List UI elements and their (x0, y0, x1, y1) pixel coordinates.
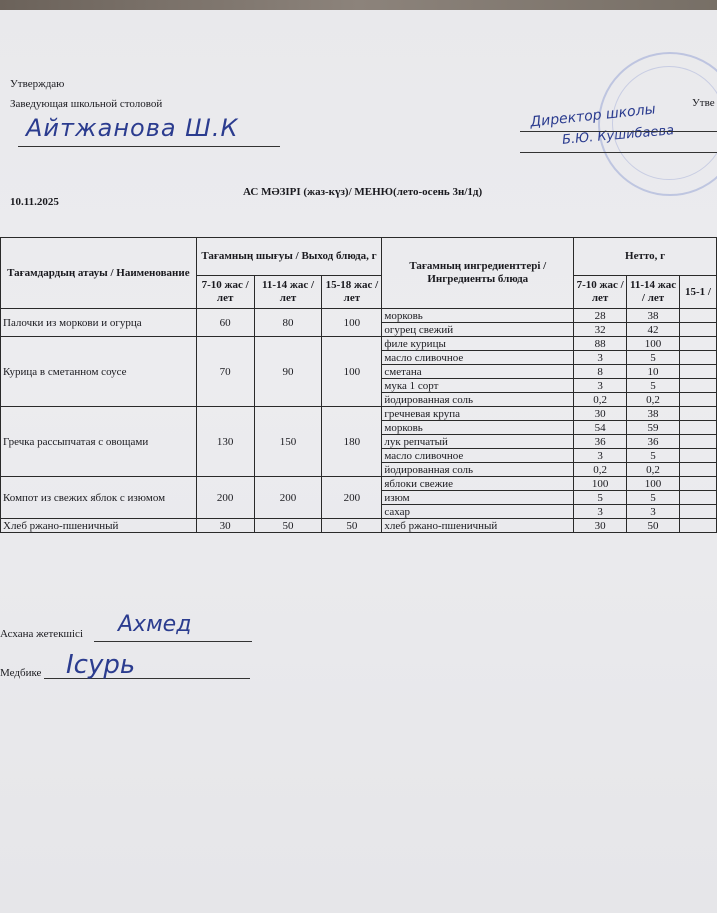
header-dish-name: Тағамдардың атауы / Наименование (1, 238, 197, 309)
ingredient-name: масло сливочное (382, 449, 574, 463)
table-row (1, 477, 717, 491)
dish-output-o2: 80 (254, 309, 322, 337)
ingredient-netto: 59 (627, 421, 680, 435)
signature-line-right-1 (520, 131, 717, 132)
ingredient-name: йодированная соль (382, 463, 574, 477)
kitchen-head-label: Асхана жетекшісі (0, 628, 83, 640)
dish-output-o3: 200 (322, 477, 382, 519)
ingredient-netto: 0,2 (574, 463, 627, 477)
ingredient-netto-empty (680, 491, 717, 505)
ingredient-netto: 100 (574, 477, 627, 491)
ingredient-name: лук репчатый (382, 435, 574, 449)
dish-output-o3: 100 (322, 337, 382, 407)
ingredient-netto: 30 (574, 407, 627, 421)
ingredient-netto: 0,2 (627, 463, 680, 477)
right-signature-1: Директор школы (529, 101, 657, 131)
ingredient-netto-empty (680, 309, 717, 323)
header-netto-7-10: 7-10 жас / лет (574, 276, 627, 309)
header-age-7-10: 7-10 жас / лет (196, 276, 254, 309)
dish-output-o2: 90 (254, 337, 322, 407)
ingredient-netto: 38 (627, 309, 680, 323)
approve-label: Утверждаю (10, 78, 65, 90)
ingredient-netto: 88 (574, 337, 627, 351)
ingredient-netto: 8 (574, 365, 627, 379)
ingredient-netto-empty (680, 477, 717, 491)
menu-table (0, 237, 717, 533)
ingredient-name: мука 1 сорт (382, 379, 574, 393)
dish-output-o1: 200 (196, 477, 254, 519)
ingredient-netto-empty (680, 407, 717, 421)
ingredient-netto: 50 (627, 519, 680, 533)
ingredient-name: масло сливочное (382, 351, 574, 365)
dish-output-o1: 70 (196, 337, 254, 407)
dish-name: Палочки из моркови и огурца (1, 309, 197, 337)
ingredient-netto: 5 (627, 351, 680, 365)
approve-right-label: Утве (692, 97, 715, 109)
ingredient-netto: 28 (574, 309, 627, 323)
dish-name: Курица в сметанном соусе (1, 337, 197, 407)
nurse-signature: Ісурь (66, 650, 136, 680)
table-row (1, 337, 717, 351)
ingredient-name: хлеб ржано-пшеничный (382, 519, 574, 533)
ingredient-netto: 42 (627, 323, 680, 337)
ingredient-netto-empty (680, 519, 717, 533)
ingredient-netto: 5 (627, 491, 680, 505)
menu-table-body (1, 309, 717, 533)
ingredient-netto-empty (680, 449, 717, 463)
nurse-label: Медбике (0, 667, 42, 679)
table-row (1, 519, 717, 533)
ingredient-name: морковь (382, 421, 574, 435)
ingredient-netto: 10 (627, 365, 680, 379)
ingredient-netto: 3 (574, 505, 627, 519)
dish-output-o2: 150 (254, 407, 322, 477)
ingredient-name: морковь (382, 309, 574, 323)
right-signature-2: Б.Ю. Кушибаева (561, 123, 675, 148)
kitchen-sign-line (94, 641, 252, 642)
ingredient-name: йодированная соль (382, 393, 574, 407)
ingredient-netto: 3 (574, 351, 627, 365)
ingredient-name: гречневая крупа (382, 407, 574, 421)
header-age-11-14: 11-14 жас / лет (254, 276, 322, 309)
ingredient-netto: 3 (627, 505, 680, 519)
left-signature: Айтжанова Ш.К (26, 114, 239, 142)
ingredient-name: сметана (382, 365, 574, 379)
ingredient-netto: 5 (627, 449, 680, 463)
dish-output-o2: 200 (254, 477, 322, 519)
approver-position: Заведующая школьной столовой (10, 98, 163, 110)
ingredient-netto: 3 (574, 449, 627, 463)
ingredient-name: филе курицы (382, 337, 574, 351)
dish-output-o3: 50 (322, 519, 382, 533)
ingredient-netto-empty (680, 393, 717, 407)
ingredient-netto: 5 (627, 379, 680, 393)
header-age-15-18: 15-18 жас / лет (322, 276, 382, 309)
dish-name: Хлеб ржано-пшеничный (1, 519, 197, 533)
ingredient-netto-empty (680, 379, 717, 393)
ingredient-netto: 30 (574, 519, 627, 533)
ingredient-netto-empty (680, 323, 717, 337)
header-netto-11-14: 11-14 жас / лет (627, 276, 680, 309)
dish-name: Компот из свежих яблок с изюмом (1, 477, 197, 519)
dish-output-o1: 130 (196, 407, 254, 477)
header-ingredients: Тағамның ингредиенттері / Ингредиенты блюда (382, 238, 574, 309)
table-row (1, 407, 717, 421)
header-netto: Нетто, г (574, 238, 717, 276)
signature-line (18, 146, 280, 147)
ingredient-netto: 36 (627, 435, 680, 449)
table-row (1, 309, 717, 323)
ingredient-netto: 36 (574, 435, 627, 449)
dish-name: Гречка рассыпчатая с овощами (1, 407, 197, 477)
ingredient-netto-empty (680, 421, 717, 435)
dish-output-o3: 180 (322, 407, 382, 477)
ingredient-netto-empty (680, 505, 717, 519)
ingredient-netto: 100 (627, 337, 680, 351)
dish-output-o3: 100 (322, 309, 382, 337)
menu-date: 10.11.2025 (10, 196, 59, 208)
ingredient-name: яблоки свежие (382, 477, 574, 491)
menu-title: АС МӘЗІРІ (жаз-күз)/ МЕНЮ(лето-осень 3н/1д) (243, 186, 483, 198)
photo-edge (0, 0, 717, 10)
header-output: Тағамның шығуы / Выход блюда, г (196, 238, 382, 276)
ingredient-netto: 32 (574, 323, 627, 337)
ingredient-netto: 5 (574, 491, 627, 505)
ingredient-netto: 0,2 (574, 393, 627, 407)
ingredient-name: изюм (382, 491, 574, 505)
ingredient-netto: 0,2 (627, 393, 680, 407)
ingredient-netto-empty (680, 351, 717, 365)
ingredient-netto: 38 (627, 407, 680, 421)
dish-output-o2: 50 (254, 519, 322, 533)
ingredient-name: огурец свежий (382, 323, 574, 337)
ingredient-netto-empty (680, 337, 717, 351)
ingredient-netto: 100 (627, 477, 680, 491)
ingredient-netto: 54 (574, 421, 627, 435)
dish-output-o1: 60 (196, 309, 254, 337)
ingredient-netto-empty (680, 435, 717, 449)
dish-output-o1: 30 (196, 519, 254, 533)
ingredient-name: сахар (382, 505, 574, 519)
ingredient-netto-empty (680, 463, 717, 477)
ingredient-netto: 3 (574, 379, 627, 393)
kitchen-signature: Ахмед (118, 612, 192, 637)
signature-line-right-2 (520, 152, 717, 153)
ingredient-netto-empty (680, 365, 717, 379)
header-netto-15-18: 15-1 / (680, 276, 717, 309)
